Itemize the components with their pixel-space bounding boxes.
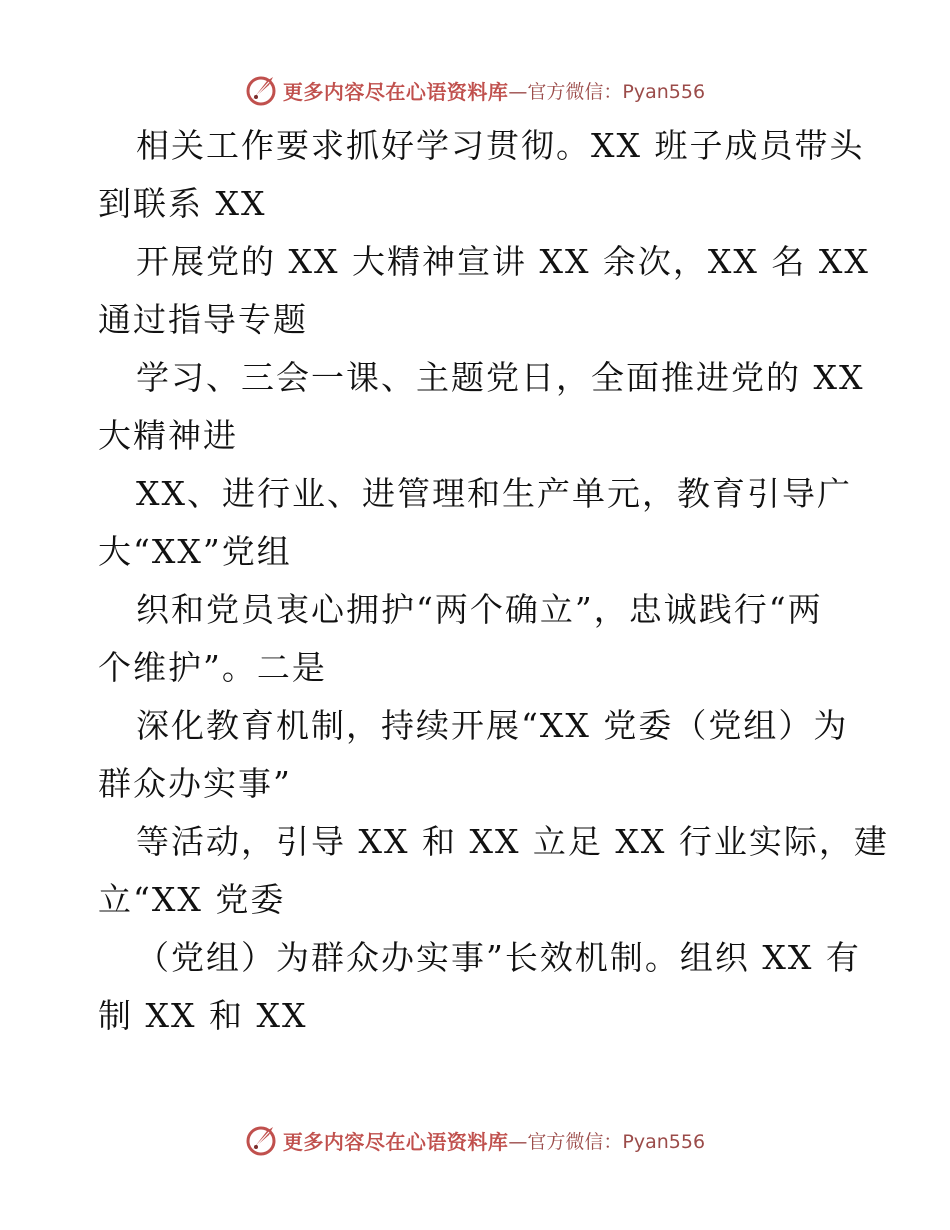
banner-contact: —官方微信：Pyan556 (508, 1130, 706, 1153)
text-line: 织和党员衷心拥护“两个确立”，忠诚践行“两 (136, 590, 823, 629)
text-line: （党组）为群众办实事”长效机制。组织 XX 有 (136, 938, 861, 977)
banner-title: 更多内容尽在心语资料库 (282, 79, 509, 104)
banner-title: 更多内容尽在心语资料库 (282, 1129, 509, 1154)
text-line: 制 XX 和 XX (98, 996, 308, 1035)
text-line: 深化教育机制，持续开展“XX 党委（党组）为 (136, 706, 849, 745)
text-line: 通过指导专题 (98, 300, 308, 339)
text-line: 个维护”。二是 (98, 648, 327, 687)
text-line: 开展党的 XX 大精神宣讲 XX 余次，XX 名 XX (136, 242, 870, 281)
text-line: 学习、三会一课、主题党日，全面推进党的 XX (136, 358, 865, 397)
text-line: 群众办实事” (98, 764, 292, 803)
footer-banner (0, 1120, 950, 1160)
text-line: 到联系 XX (98, 184, 267, 223)
text-line: XX、进行业、进管理和生产单元，教育引导广 (136, 474, 852, 513)
text-line: 大精神进 (98, 416, 238, 455)
text-line: 立“XX 党委 (98, 880, 286, 919)
quill-pen-logo-icon (245, 1123, 279, 1157)
text-line: 相关工作要求抓好学习贯彻。XX 班子成员带头 (136, 126, 865, 165)
text-line: 等活动，引导 XX 和 XX 立足 XX 行业实际，建 (136, 822, 889, 861)
text-line: 大“XX”党组 (98, 532, 292, 571)
banner-contact: —官方微信：Pyan556 (508, 80, 706, 103)
